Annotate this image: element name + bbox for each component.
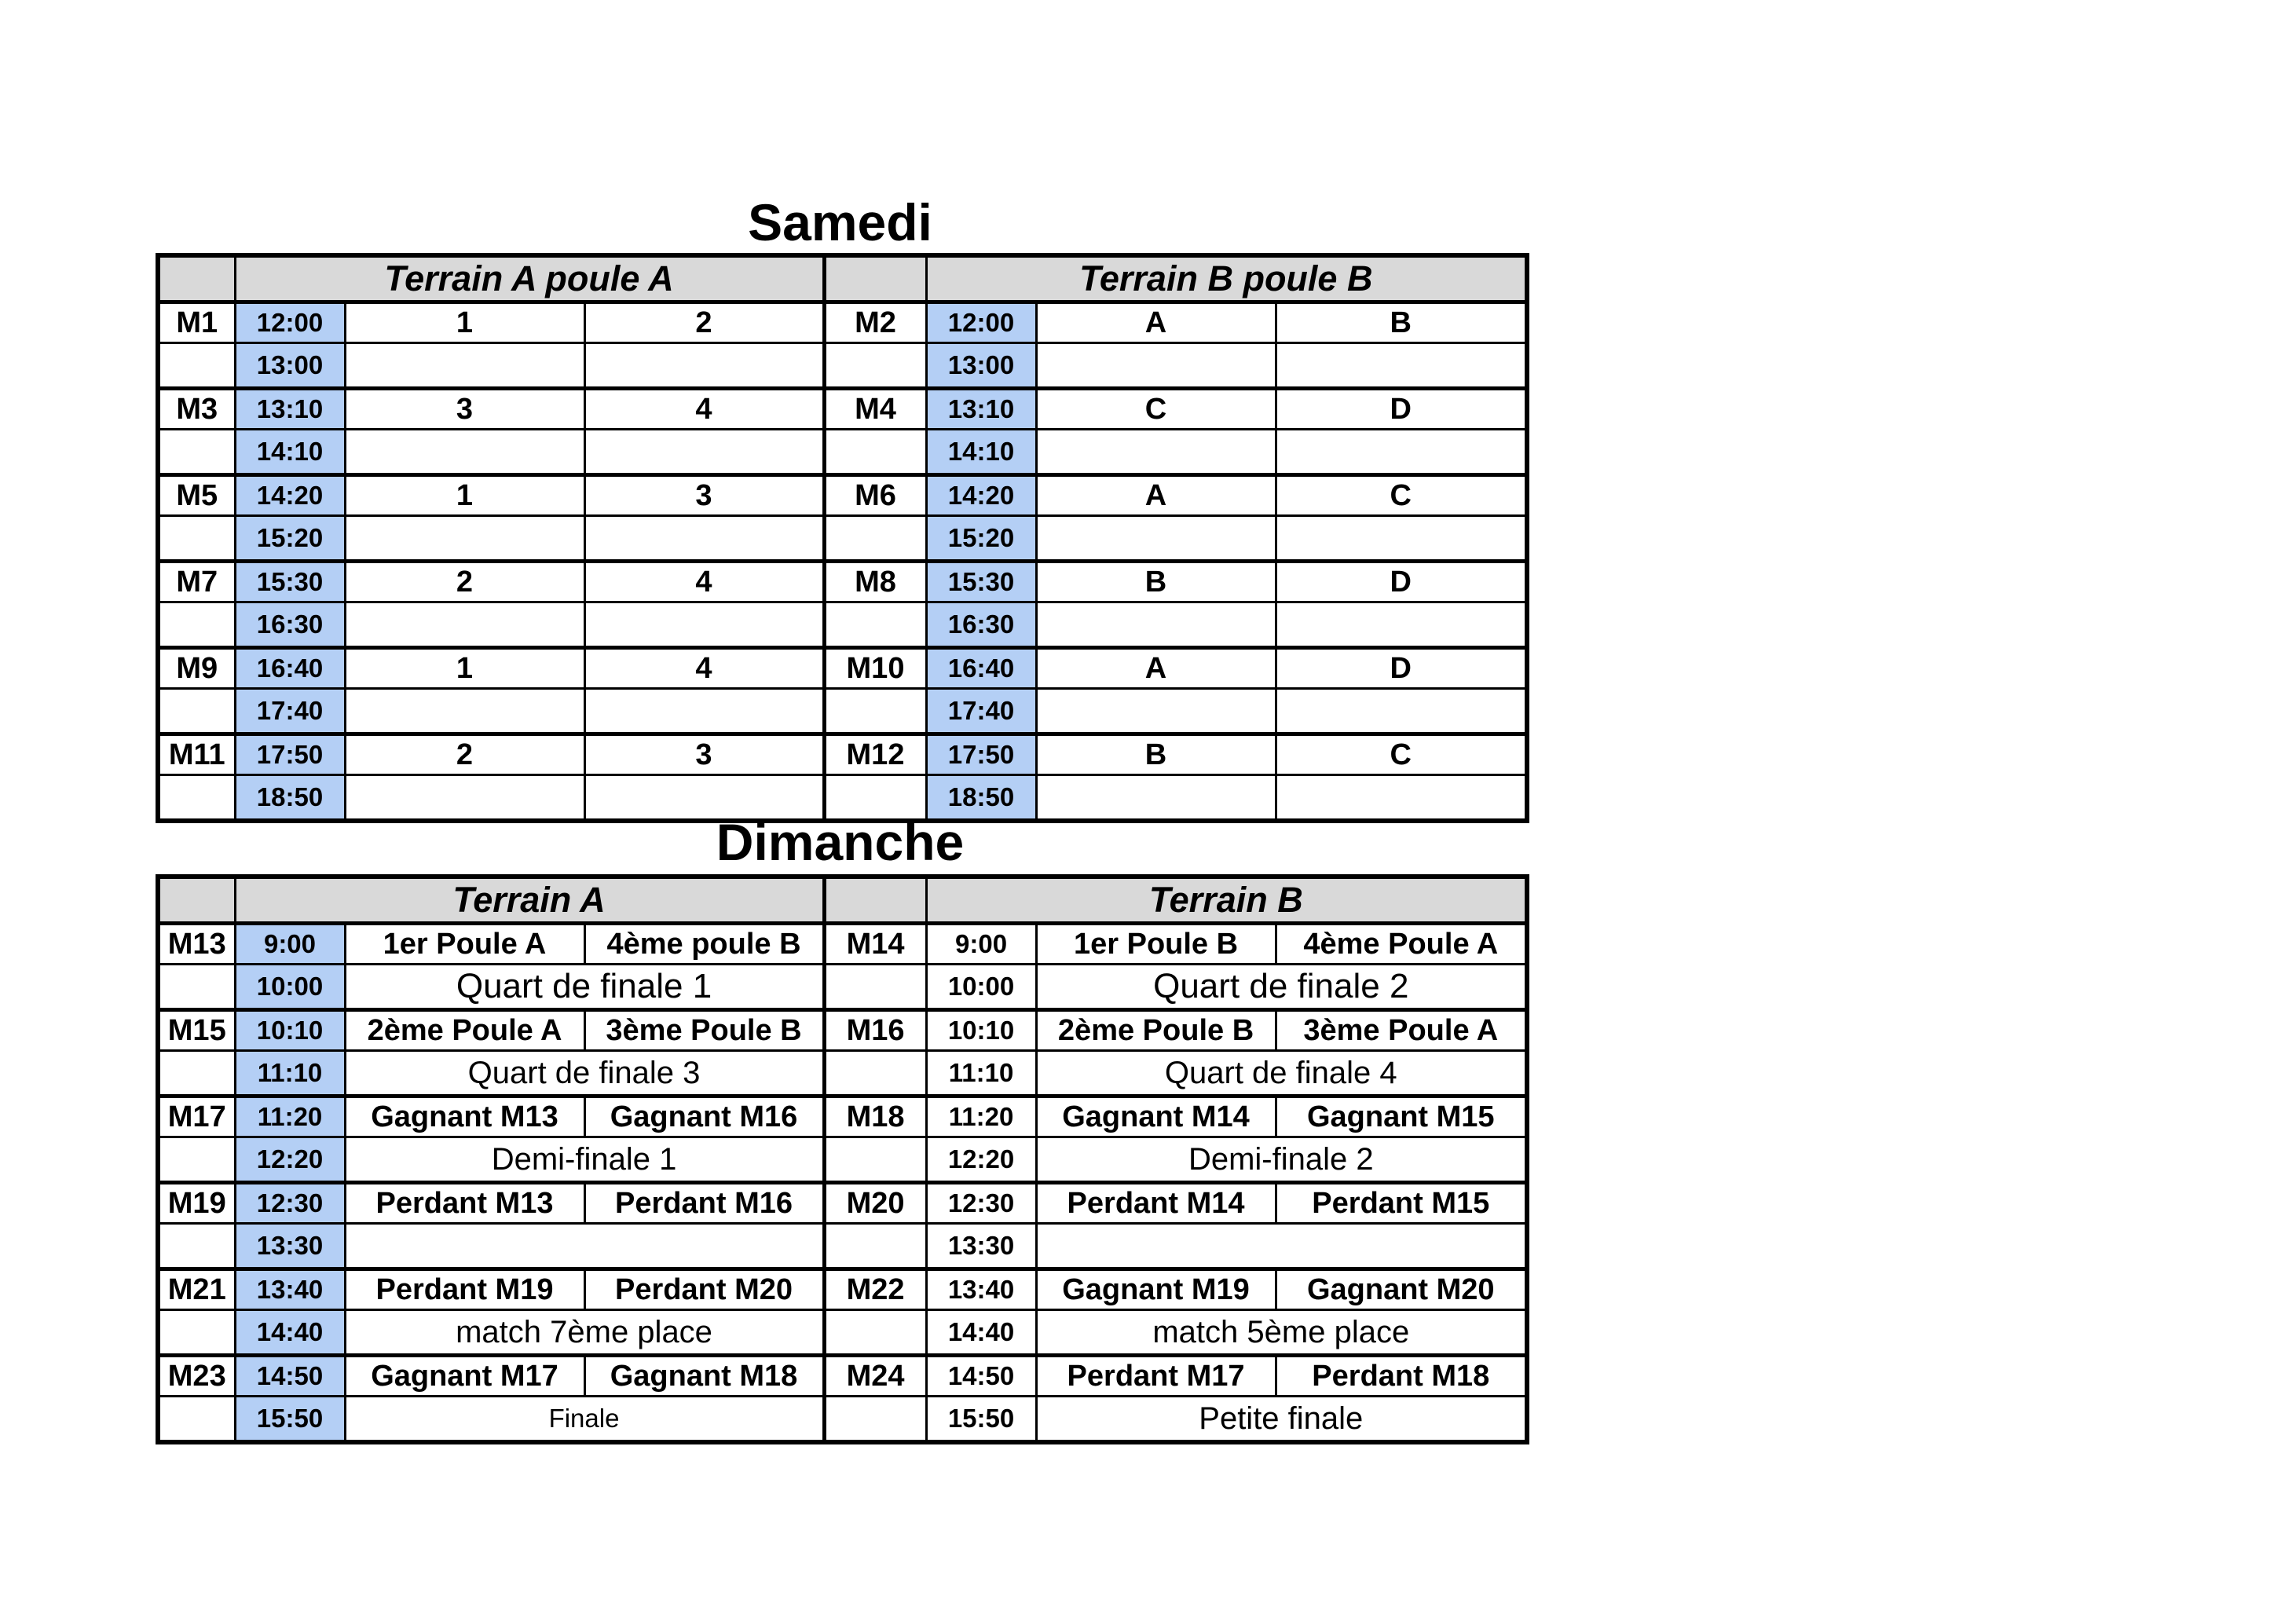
blank-cell xyxy=(584,689,824,734)
team-2: Gagnant M20 xyxy=(1276,1269,1527,1310)
terrain-a-header: Terrain A poule A xyxy=(235,255,824,302)
team-2: C xyxy=(1276,475,1527,516)
match-start-time: 14:20 xyxy=(926,475,1036,516)
blank-cell xyxy=(158,430,235,475)
match-end-time: 10:00 xyxy=(926,965,1036,1010)
team-2: 4 xyxy=(584,648,824,689)
table-header-row xyxy=(158,877,1527,924)
match-label: Demi-finale 2 xyxy=(1036,1137,1527,1183)
match-id: M13 xyxy=(158,924,235,965)
match-label: Quart de finale 4 xyxy=(1036,1051,1527,1097)
match-end-time: 12:20 xyxy=(926,1137,1036,1183)
blank-cell xyxy=(345,689,584,734)
team-2: D xyxy=(1276,648,1527,689)
match-end-row xyxy=(158,1051,1527,1097)
team-2: 4ème poule B xyxy=(584,924,824,965)
match-end-time: 14:40 xyxy=(235,1310,345,1356)
blank-cell xyxy=(1276,343,1527,389)
match-id: M20 xyxy=(824,1183,926,1224)
match-id: M17 xyxy=(158,1097,235,1137)
match-start-time: 12:00 xyxy=(235,302,345,343)
match-label: Finale xyxy=(345,1397,824,1443)
team-1: Gagnant M19 xyxy=(1036,1269,1276,1310)
team-2: Gagnant M18 xyxy=(584,1356,824,1397)
blank-cell xyxy=(824,1224,926,1269)
team-1: 1er Poule B xyxy=(1036,924,1276,965)
match-id: M7 xyxy=(158,562,235,602)
schedule-table-dimanche xyxy=(156,874,1529,1444)
team-1: Perdant M17 xyxy=(1036,1356,1276,1397)
team-2: Perdant M16 xyxy=(584,1183,824,1224)
terrain-b-header: Terrain B xyxy=(926,877,1527,924)
team-1: B xyxy=(1036,562,1276,602)
blank-cell xyxy=(1036,343,1276,389)
blank-cell xyxy=(1276,516,1527,562)
match-row xyxy=(158,1010,1527,1051)
match-row xyxy=(158,1183,1527,1224)
blank-cell xyxy=(1036,689,1276,734)
header-blank-cell xyxy=(824,877,926,924)
match-label: Petite finale xyxy=(1036,1397,1527,1443)
match-row xyxy=(158,562,1527,602)
team-1: Gagnant M17 xyxy=(345,1356,584,1397)
team-2: 3 xyxy=(584,734,824,775)
team-1: Perdant M14 xyxy=(1036,1183,1276,1224)
terrain-b-header: Terrain B poule B xyxy=(926,255,1527,302)
match-start-time: 11:20 xyxy=(235,1097,345,1137)
match-label: Quart de finale 2 xyxy=(1036,965,1527,1010)
match-id: M18 xyxy=(824,1097,926,1137)
blank-cell xyxy=(158,602,235,648)
team-1: A xyxy=(1036,475,1276,516)
header-blank-cell xyxy=(158,255,235,302)
match-label: Quart de finale 3 xyxy=(345,1051,824,1097)
blank-cell xyxy=(824,1051,926,1097)
match-start-time: 13:10 xyxy=(926,389,1036,430)
match-start-time: 15:30 xyxy=(926,562,1036,602)
match-id: M6 xyxy=(824,475,926,516)
team-1: B xyxy=(1036,734,1276,775)
match-id: M14 xyxy=(824,924,926,965)
match-id: M12 xyxy=(824,734,926,775)
team-1: Perdant M19 xyxy=(345,1269,584,1310)
team-2: 3ème Poule A xyxy=(1276,1010,1527,1051)
match-row xyxy=(158,734,1527,775)
match-end-time: 18:50 xyxy=(926,775,1036,822)
match-start-time: 17:50 xyxy=(926,734,1036,775)
blank-cell xyxy=(584,430,824,475)
team-2: Perdant M20 xyxy=(584,1269,824,1310)
blank-cell xyxy=(824,1137,926,1183)
team-1: C xyxy=(1036,389,1276,430)
match-id: M5 xyxy=(158,475,235,516)
team-1: A xyxy=(1036,648,1276,689)
terrain-a-header: Terrain A xyxy=(235,877,824,924)
match-row xyxy=(158,648,1527,689)
match-end-time: 13:00 xyxy=(926,343,1036,389)
match-end-row xyxy=(158,1137,1527,1183)
match-row xyxy=(158,475,1527,516)
blank-cell xyxy=(158,1224,235,1269)
team-1: 1 xyxy=(345,302,584,343)
blank-cell xyxy=(158,1310,235,1356)
match-end-time: 15:20 xyxy=(926,516,1036,562)
match-start-time: 11:20 xyxy=(926,1097,1036,1137)
match-end-time: 11:10 xyxy=(235,1051,345,1097)
match-id: M1 xyxy=(158,302,235,343)
header-blank-cell xyxy=(158,877,235,924)
match-id: M23 xyxy=(158,1356,235,1397)
match-start-time: 10:10 xyxy=(926,1010,1036,1051)
match-start-time: 9:00 xyxy=(926,924,1036,965)
team-1: 3 xyxy=(345,389,584,430)
blank-cell xyxy=(824,516,926,562)
match-label xyxy=(345,1224,824,1269)
team-1: 1 xyxy=(345,648,584,689)
match-row xyxy=(158,1269,1527,1310)
blank-cell xyxy=(158,689,235,734)
match-start-time: 16:40 xyxy=(235,648,345,689)
match-id: M10 xyxy=(824,648,926,689)
blank-cell xyxy=(1036,516,1276,562)
blank-cell xyxy=(824,602,926,648)
day-title-dimanche: Dimanche xyxy=(716,813,965,871)
match-end-time: 12:20 xyxy=(235,1137,345,1183)
team-1: 2 xyxy=(345,562,584,602)
match-end-row xyxy=(158,602,1527,648)
team-2: B xyxy=(1276,302,1527,343)
blank-cell xyxy=(584,516,824,562)
match-start-time: 9:00 xyxy=(235,924,345,965)
team-2: Gagnant M16 xyxy=(584,1097,824,1137)
match-start-time: 14:50 xyxy=(235,1356,345,1397)
blank-cell xyxy=(158,965,235,1010)
match-id: M16 xyxy=(824,1010,926,1051)
team-1: 2ème Poule A xyxy=(345,1010,584,1051)
match-start-time: 13:10 xyxy=(235,389,345,430)
blank-cell xyxy=(345,343,584,389)
blank-cell xyxy=(824,689,926,734)
match-id: M15 xyxy=(158,1010,235,1051)
match-end-time: 18:50 xyxy=(235,775,345,822)
match-start-time: 10:10 xyxy=(235,1010,345,1051)
match-end-row xyxy=(158,1310,1527,1356)
table-header-row xyxy=(158,255,1527,302)
match-end-time: 14:10 xyxy=(235,430,345,475)
team-2: 3ème Poule B xyxy=(584,1010,824,1051)
blank-cell xyxy=(158,343,235,389)
match-id: M21 xyxy=(158,1269,235,1310)
match-start-time: 13:40 xyxy=(926,1269,1036,1310)
match-end-row xyxy=(158,689,1527,734)
team-1: 2 xyxy=(345,734,584,775)
blank-cell xyxy=(1036,602,1276,648)
match-start-time: 13:40 xyxy=(235,1269,345,1310)
match-end-time: 15:50 xyxy=(235,1397,345,1443)
blank-cell xyxy=(345,516,584,562)
match-row xyxy=(158,1356,1527,1397)
match-end-time: 13:30 xyxy=(235,1224,345,1269)
match-end-time: 16:30 xyxy=(235,602,345,648)
team-2: 4 xyxy=(584,562,824,602)
match-end-time: 16:30 xyxy=(926,602,1036,648)
match-end-time: 14:10 xyxy=(926,430,1036,475)
team-1: Perdant M13 xyxy=(345,1183,584,1224)
team-2: Perdant M15 xyxy=(1276,1183,1527,1224)
team-2: 3 xyxy=(584,475,824,516)
match-id: M22 xyxy=(824,1269,926,1310)
blank-cell xyxy=(824,1397,926,1443)
match-end-time: 13:00 xyxy=(235,343,345,389)
blank-cell xyxy=(158,1051,235,1097)
match-id: M11 xyxy=(158,734,235,775)
blank-cell xyxy=(824,430,926,475)
team-2: C xyxy=(1276,734,1527,775)
match-end-row xyxy=(158,1224,1527,1269)
match-id: M4 xyxy=(824,389,926,430)
team-2: 2 xyxy=(584,302,824,343)
match-row xyxy=(158,302,1527,343)
blank-cell xyxy=(1276,689,1527,734)
blank-cell xyxy=(345,602,584,648)
team-1: A xyxy=(1036,302,1276,343)
match-start-time: 14:20 xyxy=(235,475,345,516)
match-label xyxy=(1036,1224,1527,1269)
team-1: Gagnant M13 xyxy=(345,1097,584,1137)
match-label: Quart de finale 1 xyxy=(345,965,824,1010)
team-2: Perdant M18 xyxy=(1276,1356,1527,1397)
match-end-time: 13:30 xyxy=(926,1224,1036,1269)
match-label: Demi-finale 1 xyxy=(345,1137,824,1183)
team-1: Gagnant M14 xyxy=(1036,1097,1276,1137)
team-1: 1 xyxy=(345,475,584,516)
match-end-row xyxy=(158,343,1527,389)
blank-cell xyxy=(824,343,926,389)
day-title-samedi: Samedi xyxy=(748,193,932,251)
match-end-row xyxy=(158,1397,1527,1443)
team-2: Gagnant M15 xyxy=(1276,1097,1527,1137)
match-end-row xyxy=(158,965,1527,1010)
match-label: match 5ème place xyxy=(1036,1310,1527,1356)
match-row xyxy=(158,1097,1527,1137)
blank-cell xyxy=(824,1310,926,1356)
team-1: 1er Poule A xyxy=(345,924,584,965)
match-start-time: 12:00 xyxy=(926,302,1036,343)
team-2: D xyxy=(1276,389,1527,430)
schedule-table-samedi xyxy=(156,253,1529,823)
match-start-time: 17:50 xyxy=(235,734,345,775)
match-id: M9 xyxy=(158,648,235,689)
match-end-time: 11:10 xyxy=(926,1051,1036,1097)
match-end-time: 17:40 xyxy=(235,689,345,734)
match-id: M19 xyxy=(158,1183,235,1224)
blank-cell xyxy=(158,1397,235,1443)
blank-cell xyxy=(584,343,824,389)
header-blank-cell xyxy=(824,255,926,302)
match-end-time: 14:40 xyxy=(926,1310,1036,1356)
blank-cell xyxy=(158,516,235,562)
blank-cell xyxy=(345,430,584,475)
match-end-time: 15:50 xyxy=(926,1397,1036,1443)
team-2: D xyxy=(1276,562,1527,602)
match-label: match 7ème place xyxy=(345,1310,824,1356)
match-id: M3 xyxy=(158,389,235,430)
team-1: 2ème Poule B xyxy=(1036,1010,1276,1051)
match-start-time: 16:40 xyxy=(926,648,1036,689)
match-id: M24 xyxy=(824,1356,926,1397)
match-end-time: 17:40 xyxy=(926,689,1036,734)
match-id: M2 xyxy=(824,302,926,343)
team-2: 4ème Poule A xyxy=(1276,924,1527,965)
blank-cell xyxy=(1036,430,1276,475)
match-end-row xyxy=(158,430,1527,475)
match-end-time: 10:00 xyxy=(235,965,345,1010)
match-row xyxy=(158,389,1527,430)
blank-cell xyxy=(1276,430,1527,475)
blank-cell xyxy=(584,602,824,648)
match-start-time: 12:30 xyxy=(926,1183,1036,1224)
blank-cell xyxy=(824,965,926,1010)
match-start-time: 15:30 xyxy=(235,562,345,602)
match-start-time: 12:30 xyxy=(235,1183,345,1224)
team-2: 4 xyxy=(584,389,824,430)
match-start-time: 14:50 xyxy=(926,1356,1036,1397)
match-end-row xyxy=(158,516,1527,562)
blank-cell xyxy=(1276,602,1527,648)
blank-cell xyxy=(158,1137,235,1183)
match-row xyxy=(158,924,1527,965)
match-end-time: 15:20 xyxy=(235,516,345,562)
match-id: M8 xyxy=(824,562,926,602)
